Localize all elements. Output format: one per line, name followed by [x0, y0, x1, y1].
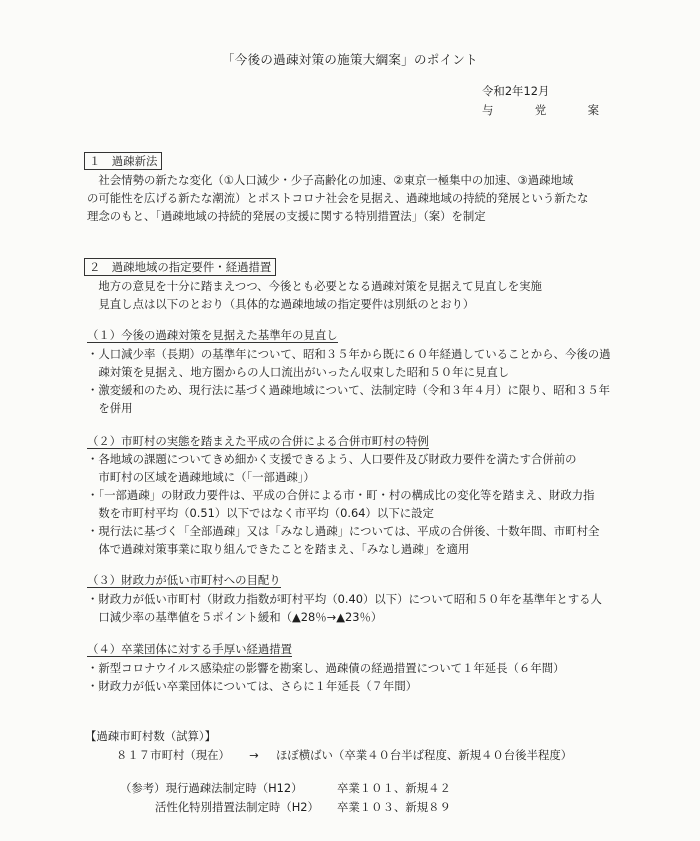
sub2-line: 市町村の区域を過疎地域に（「一部過疎」）	[87, 470, 315, 484]
section2-heading-wrap	[87, 258, 279, 276]
document-meta	[482, 82, 614, 120]
section1-heading: １ 過疎新法	[84, 152, 162, 170]
arrow-icon: →	[249, 748, 259, 762]
sub2-line: 体で過疎対策事業に取り組んできたことを踏まえ、「みなし過疎」を適用	[87, 542, 470, 556]
section1-heading-wrap	[87, 152, 165, 170]
stats-ref2-value: 卒業１０３、新規８９	[337, 800, 451, 814]
stats-ref1-label: （参考）現行過疎法制定時（H12）	[120, 781, 303, 795]
sub4-heading-wrap	[87, 640, 292, 658]
sub4-heading: （４）卒業団体に対する手厚い経過措置	[87, 642, 293, 656]
sub1-heading-wrap	[87, 326, 338, 344]
sub1-line: ・人口減少率（長期）の基準年について、昭和３５年から既に６０年経過していることから、今後の過	[87, 347, 611, 361]
stats-heading: 【過疎市町村数（試算）】	[85, 729, 216, 743]
sub3-heading: （３）財政力が低い市町村への目配り	[87, 573, 281, 587]
section1-line: 社会情勢の新たな変化（①人口減少・少子高齢化の加速、②東京一極集中の加速、③過疎地域	[87, 173, 574, 187]
section2-line: 見直し点は以下のとおり（具体的な過疎地域の指定要件は別紙のとおり）	[87, 297, 475, 311]
sub4-line: ・財政力が低い卒業団体については、さらに１年延長（７年間）	[87, 679, 418, 693]
section2-heading: ２ 過疎地域の指定要件・経過措置	[84, 258, 276, 276]
sub2-line: 数を市町村平均（0.51）以下ではなく市平均（0.64）以下に設定	[87, 506, 434, 520]
section2-line: 地方の意見を十分に踏まえつつ、今後とも必要となる過疎対策を見据えて見直しを実施	[87, 279, 542, 293]
section1-line: 理念のもと、「過疎地域の持続的発展の支援に関する特別措置法」（案）を制定	[87, 209, 486, 223]
document-date: 令和2年12月	[482, 84, 550, 98]
stats-projection: ほぼ横ばい（卒業４０台半ば程度、新規４０台後半程度）	[275, 748, 573, 762]
sub4-line: ・新型コロナウイルス感染症の影響を勘案し、過疎債の経過措置について１年延長（６年間）	[87, 661, 565, 675]
sub3-line: ・財政力が低い市町村（財政力指数が町村平均（0.40）以下）について昭和５０年を基準年とする人	[87, 592, 602, 606]
sub2-line: ・各地域の課題についてきめ細かく支援できるよう、人口要件及び財政力要件を満たす合併前の	[87, 452, 577, 466]
section1-line: の可能性を広げる新たな潮流）とポストコロナ社会を見据え、過疎地域の持続的発展という新たな	[87, 191, 589, 205]
stats-ref2-label: 活性化特別措置法制定時（H2）	[155, 800, 319, 814]
sub3-heading-wrap	[87, 571, 281, 589]
document-author: 与 党 案	[482, 103, 614, 117]
sub2-heading-wrap	[87, 432, 429, 450]
sub2-line: ・「一部過疎」の財政力要件は、平成の合併による市・町・村の構成比の変化等を踏まえ、財政力指	[87, 488, 595, 502]
document-title: 「今後の過疎対策の施策大綱案」のポイント	[221, 52, 478, 67]
sub2-line: ・現行法に基づく「全部過疎」又は「みなし過疎」については、平成の合併後、十数年間、市町村全	[87, 524, 600, 538]
sub2-heading: （２）市町村の実態を踏まえた平成の合併による合併市町村の特例	[87, 434, 429, 448]
sub1-line: 疎対策を見据え、地方圏からの人口流出がいったん収束した昭和５０年に見直し	[87, 365, 510, 379]
stats-current-count: ８１７市町村（現在）	[116, 748, 230, 762]
sub1-line: を併用	[87, 401, 133, 415]
sub1-line: ・激変緩和のため、現行法に基づく過疎地域について、法制定時（令和３年４月）に限り、昭和３５年	[87, 383, 611, 397]
sub3-line: 口減少率の基準値を５ポイント緩和（▲28％→▲23％）	[87, 610, 383, 624]
stats-main	[116, 746, 572, 764]
stats-ref1-value: 卒業１０１、新規４２	[337, 781, 451, 795]
sub1-heading: （１）今後の過疎対策を見据えた基準年の見直し	[87, 328, 338, 342]
